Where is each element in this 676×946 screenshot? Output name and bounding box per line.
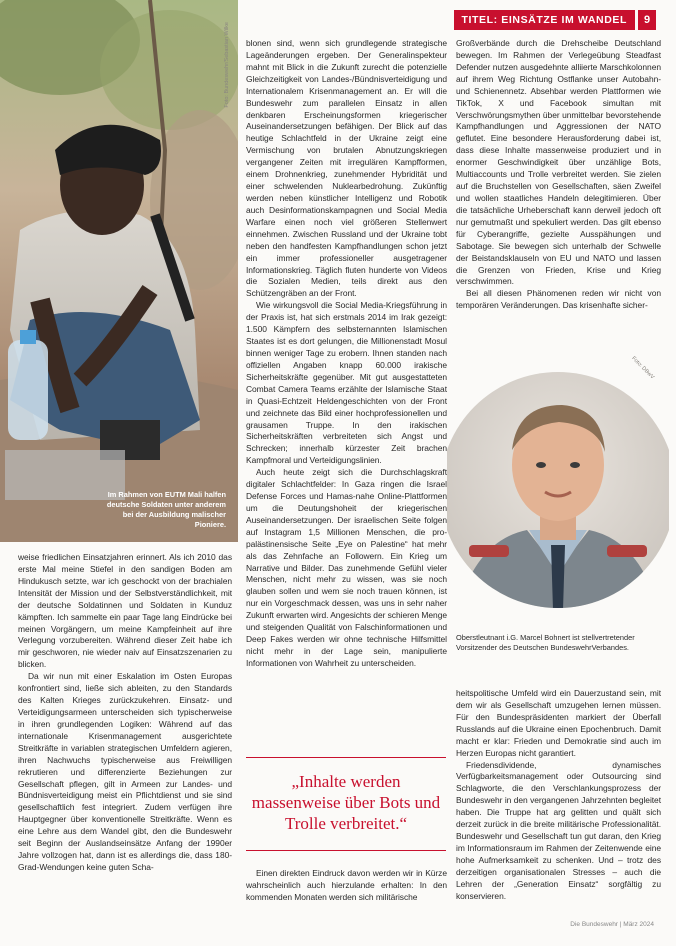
paragraph: Auch heute zeigt sich die Durchschlagskraft digitaler Schlachtfelder: In Gaza ringen die Israel Defense Forces und Hamas-nahe Online-Plattformen um die Deutungshoheit der kriegerischen Auseinandersetzungen. Der israelischen Seite folgen auf Instagram 1,5 Millionen Menschen, die pro-palästinensische Seite „Eye on Palestine“ hat mehr als das Zehnfache an Followern. Ein Krieg um Narrative und Bilder. Das zunehmende Gefühl vieler Menschen, nicht mehr zu wissen, was sie noch glauben sollen und wem sie noch trauen können, ist nur ein Vorgeschmack dessen, was uns in sehr naher Zukunft erwarten wird. Angesichts der schieren Menge und steigenden Qualität von Falschinformationen und Deep Fakes werden wir ohne technische Hilfsmittel nicht mehr in der Lage sein, manipulierte Informationen von Wahrheit zu unterscheiden.: [246, 467, 447, 668]
column-2-text: [246, 38, 447, 670]
paragraph: heitspolitische Umfeld wird ein Dauerzustand sein, mit dem wir als Gesellschaft umzugehen lernen müssen. Für den Bundespräsidenten markiert der Überfall Russlands auf die Ukraine einen Epochenbruch. Damit macht er klar: Frieden und Demokratie sind auch im Herzen Europas nicht garantiert.: [456, 688, 661, 758]
column-2-bottom-text: [246, 868, 447, 904]
paragraph: blonen sind, wenn sich grundlegende strategische Lageänderungen ergeben. Der Generalinspekteur mahnt mit Blick in die Zukunft zurecht die potenzielle Gleichzeitigkeit von Landes-/Bündnisverteidigung und Internationalem Krisenmanagement an. Er will die Bundeswehr zum parallelen Einsatz in allen denkbaren Erscheinungsformen kriegerischer Auseinandersetzungen befähigen. Der Blick auf das heutige Schlachtfeld in der Ukraine zeigt eine Vermischung von brutalen Abnutzungskriegen vergangener Zeiten mit irregulären Kampfformen, einem Drohnenkrieg, zunehmender Hybridität und einer schwelenden Nuklearbedrohung. Zukünftig werden neben künstlicher Intelligenz und Robotik auch Desinformationskampagnen und Social Media Warfare einen noch viel größeren Stellenwert einnehmen. Zwischen Russland und der Ukraine tobt neben den handfesten Kampfhandlungen schon jetzt ein immer professioneller ausgetragener Informationskrieg. Täglich fluten hunderte von Videos die Sozialen Medien, teils direkt aus den Schützengräben an der Front.: [246, 38, 447, 299]
photo-caption: Im Rahmen von EUTM Mali halfen deutsche Soldaten unter anderem bei der Ausbildung malischer Pioniere.: [106, 490, 226, 529]
paragraph: Einen direkten Eindruck davon werden wir in Kürze wahrscheinlich auch hierzulande erhalten: In den kommenden Monaten werden sich militärische: [246, 868, 447, 902]
photo-eutm-mali: [0, 0, 238, 542]
paragraph: weise friedlichen Einsatzjahren erinnert. Als ich 2010 das erste Mal meine Stiefel in den sandigen Boden am Hindukusch setzte, war ich geschockt von der brachialen Intensität der Mission und der Selbstverständlichkeit, mit der deutsche Soldatinnen und Soldaten in Kunduz kämpften. Ich sammelte ein paar Tage lang Eindrücke bei meinen Vorgängern, um meine Kampfeinheit auf ihre Verlegung vorzubereiten. Während dieser Zeit habe ich mir geschworen, nie wieder naiv auf Einsatzszenarien zu blicken.: [18, 552, 232, 670]
pull-quote: „Inhalte werden massenweise über Bots und Trolle verbreitet.“: [246, 757, 446, 851]
portrait-caption: Oberstleutnant i.G. Marcel Bohnert ist stellvertretender Vorsitzender des Deutschen BundeswehrVerbandes.: [456, 633, 635, 652]
page-number: 9: [638, 10, 656, 30]
column-1-text: [18, 552, 232, 874]
page-footer: Die Bundeswehr | März 2024: [570, 921, 654, 928]
paragraph: Friedensdividende, dynamisches Verfügbarkeitsmanagement oder Outsourcing sind Schlagworte, die den Verschlankungsprozess der Bundeswehr in den vergangenen Jahrzehnten begleitet haben. Die Truppe hat arg gelitten und quält sich derzeit zurück in die breite militärische Professionalität. Bundeswehr und Gesellschaft tun gut daran, den Krieg im Informationsraum im Rahmen der Zeitenwende eine hohe Aufmerksamkeit zu schenken. Und – trotz des derzeitigen organisationalen Stresses – auch die Lehren der „Generation Einsatz“ sorgfältig zu konservieren.: [456, 759, 661, 901]
paragraph: Großverbände durch die Drehscheibe Deutschland bewegen. Im Rahmen der Verlegeübung Steadfast Defender nutzen ausgedehnte alliierte Marschkolonnen auf ihrem Weg Richtung Ostflanke unser Autobahn- und Schienennetz. Absehbar werden Plattformen wie TikTok, X und Facebook simultan mit Verschwörungsmythen über unmittelbar bevorstehende Kampfhandlungen und Aggressionen der NATO geflutet. Eine besondere Herausforderung dabei ist, dass diese Inhalte massenweise produziert und in enormer Geschwindigkeit über unzählige Bots, Multiaccounts und Trolle verbreitet werden. Sie zielen auf die Bruchstellen von Gesellschaften, säen Zweifel und wollen staatliches Handeln delegitimieren. Über die tatsächliche Urheberschaft kann derweil jedoch oft nur gemutmaßt und spekuliert werden. Das gilt ebenso für Cyberangriffe, gezielte Ausspähungen und Sabotage. Sie bewegen sich unterhalb der Schwelle der Beistandsklauseln von EU und NATO und lassen die Grenzen von Frieden, Krise und Krieg verschwimmen.: [456, 38, 661, 287]
paragraph: Bei all diesen Phänomenen reden wir nicht von temporären Veränderungen. Das krisenhafte sicher-: [456, 288, 661, 311]
paragraph: Da wir nun mit einer Eskalation im Osten Europas konfrontiert sind, ließe sich ableiten, zu den Standards des Kalten Krieges zurückzukehren. Einsatz- und Verteidigungsarmeen unterscheiden sich typischerweise in ihren grundlegenden Logiken: Während auf das internationale Krisenmanagement ausgerichtete Streitkräfte in variablen strategischen Umfeldern agieren, ihren Nachwuchs typischerweise aus Freiwilligen rekrutieren und differenzierte Beziehungen zur Gesellschaft pflegen, gilt in Armeen zur Landes- und Bündnisverteidigung meist ein Pflichtdienst und sie sind gesellschaftlich fest integriert. Zudem verfügen ihre Hauptgegner über konventionelle Streitkräfte. Wenn es eine Lehre aus dem Wandel gibt, den die Bundeswehr seit Beginn der Auslandseinsätze Anfang der 1990er Jahre vollzogen hat, dann ist es allerdings die, dass 180-Grad-Wendungen keine guten Scha-: [18, 671, 232, 872]
photo-credit: Foto: DBwV: [630, 355, 656, 381]
column-3-text: [456, 38, 661, 312]
column-3-bottom-text: [456, 688, 661, 903]
photo-credit: Foto: Bundeswehr/Sebastian Wilke: [224, 22, 230, 108]
paragraph: Wie wirkungsvoll die Social Media-Kriegsführung in der Praxis ist, hat sich erstmals 2014 im Irak gezeigt: 1.500 Kämpfern des selbsternannten Islamischen Staates ist es dort gelungen, die Millionenstadt Mosul binnen weniger Tage zu erobern. Ihnen standen nach offiziellen Angaben knapp 60.000 irakische Sicherheitskräfte gegenüber. Mit gut ausgestatteten Combat Camera Teams erzählte der Islamische Staat in Quasi-Echtzeit Heldengeschichten von der Front und zeichnete das Bild einer hochprofessionellen und grausamen Truppe. In den irakischen Sicherheitskräften verbreiteten sich Angst und Schrecken; innerhalb kürzester Zeit brachen Kampfmoral und Verteidigungslinien.: [246, 300, 447, 466]
section-title: TITEL: EINSÄTZE IM WANDEL: [454, 10, 636, 30]
portrait-photo: [447, 370, 669, 610]
section-header: [454, 10, 657, 30]
